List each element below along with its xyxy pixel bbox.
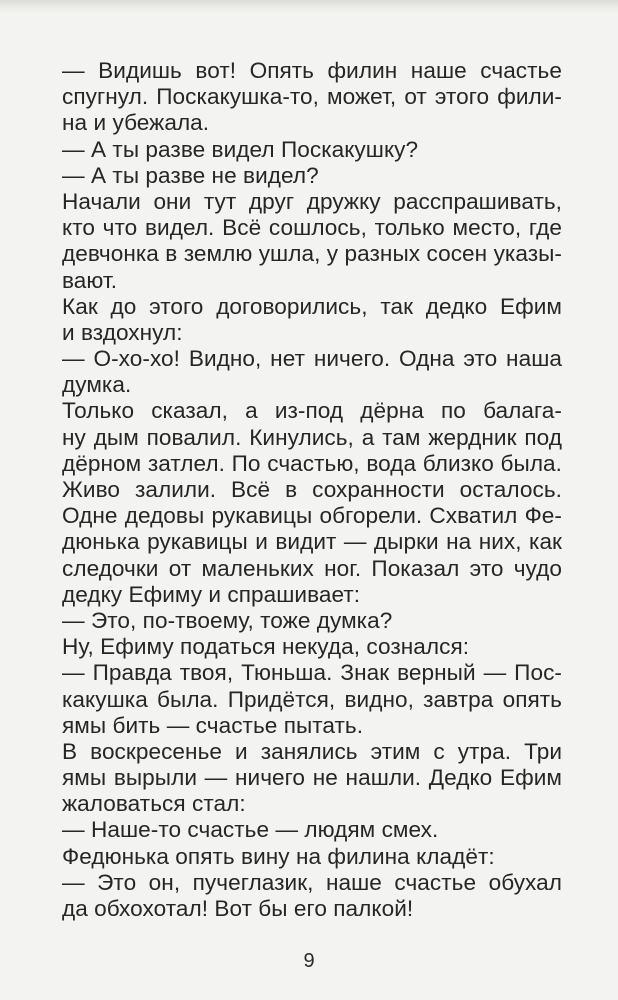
text-line: дедку Ефиму и спрашивает: xyxy=(62,581,361,607)
text-line: ну дым повалил. Кинулись, а там жердник под xyxy=(62,424,562,450)
text-line: Федюнька опять вину на филина кладёт: xyxy=(62,843,495,869)
text-line: — Это он, пучеглазик, наше счастье обухал xyxy=(62,869,562,895)
text-line: — Это, по-твоему, тоже думка? xyxy=(62,607,393,633)
text-line: Ну, Ефиму податься некуда, сознался: xyxy=(62,634,470,660)
text-line: ямы бить — счастье пытать. xyxy=(62,712,364,738)
text-line: Начали они тут друг дружку расспрашивать, xyxy=(62,188,562,214)
text-line: девчонка в землю ушла, у разных сосен указы- xyxy=(62,241,562,267)
text-line: — Видишь вот! Опять филин наше счастье xyxy=(62,58,562,83)
text-line: и вздохнул: xyxy=(62,319,183,345)
text-line: следочки от маленьких ног. Показал это чудо xyxy=(62,555,562,581)
text-line: — А ты разве видел Поскакушку? xyxy=(62,136,419,162)
text-line: Одне дедовы рукавицы обгорели. Схватил Фе- xyxy=(62,503,562,529)
text-line: на и убежала. xyxy=(62,110,210,136)
book-page-text xyxy=(62,58,562,922)
text-line: вают. xyxy=(62,267,118,293)
text-line: — А ты разве не видел? xyxy=(62,162,319,188)
text-line: жаловаться стал: xyxy=(62,791,246,817)
text-line: дюнька рукавицы и видит — дырки на них, как xyxy=(62,529,562,555)
text-line: — Правда твоя, Тюньша. Знак верный — Пос- xyxy=(62,660,562,686)
text-line: думка. xyxy=(62,372,132,398)
text-line: спугнул. Поскакушка-то, может, от этого фили- xyxy=(62,84,562,110)
text-line: какушка была. Придётся, видно, завтра опять xyxy=(62,686,562,712)
text-line: Как до этого договорились, так дедко Ефим xyxy=(62,293,562,319)
text-line: В воскресенье и занялись этим с утра. Три xyxy=(62,738,562,764)
text-line: дёрном затлел. По счастью, вода близко была. xyxy=(62,450,562,476)
text-line: — Наше-то счастье — людям смех. xyxy=(62,817,439,843)
text-line: ямы вырыли — ничего не нашли. Дедко Ефим xyxy=(62,765,562,791)
text-line: кто что видел. Всё сошлось, только место, где xyxy=(62,215,562,241)
text-line: Только сказал, а из-под дёрна по балага- xyxy=(62,398,562,424)
page-top-edge xyxy=(0,0,618,14)
text-line: Живо залили. Всё в сохранности осталось. xyxy=(62,477,562,502)
text-line: да обхохотал! Вот бы его палкой! xyxy=(62,896,414,921)
page-number: 9 xyxy=(303,950,315,972)
text-line: — О-хо-хо! Видно, нет ничего. Одна это наша xyxy=(62,346,562,372)
